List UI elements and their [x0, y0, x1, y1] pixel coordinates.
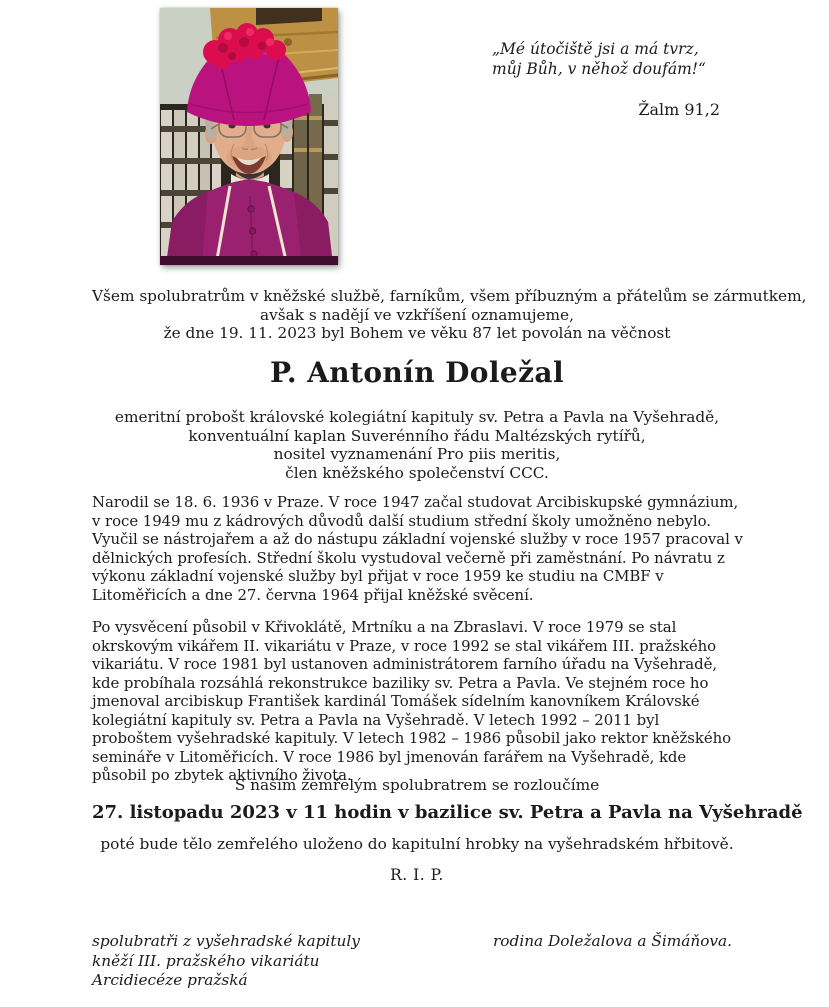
biography	[92, 493, 744, 799]
quote-attribution: Žalm 91,2	[638, 100, 720, 119]
announcement-line-2: avšak s nadějí ve vzkříšení oznamujeme,	[260, 305, 574, 324]
rip-text: R. I. P.	[390, 866, 444, 884]
title-line-2: konventuální kaplan Suverénního řádu Maltézských rytířů,	[188, 426, 646, 445]
title-line-1: emeritní probošt královské kolegiátní kapituly sv. Petra a Pavla na Vyšehradě,	[114, 408, 720, 426]
signature-left-line-2: kněží III. pražského vikariátu	[92, 951, 320, 970]
title-line-3: nositel vyznamenání Pro piis meritis,	[273, 445, 561, 464]
announcement-line-3: že dne 19. 11. 2023 byl Bohem ve věku 87 let povolán na věčnost	[163, 324, 671, 343]
bio-paragraph-1: Narodil se 18. 6. 1936 v Praze. V roce 1947 začal studovat Arcibiskupské gymnázium, v roce 1949 mu z kádrových důvodů další studium střední školy umožněno nebylo. Vyučil se nástrojařem a až do nástupu základní vojenské služby v roce 1957 pracoval v dělnických profesích. Střední školu vystudoval večerně při zaměstnání. Po návratu z výkonu základní vojenské služby byl přijat v roce 1959 ke studiu na CMBF v Litoměřicích a dne 27. června 1964 přijal kněžské svěcení.	[92, 493, 743, 604]
title-line-4: člen kněžského společenství CCC.	[285, 463, 549, 482]
portrait-photo	[160, 8, 338, 265]
quote-line-2: můj Bůh, v něhož doufám!“	[492, 59, 706, 78]
bio-paragraph-2: Po vysvěcení působil v Křivoklátě, Mrtníku a na Zbraslavi. V roce 1979 se stal okrskovým vikářem II. vikariátu v Praze, v roce 1992 se stal vikářem III. pražského vikariátu. V roce 1981 byl ustanoven administrátorem farního úřadu na Vyšehradě, kde probíhala rozsáhlá rekonstrukce baziliky sv. Petra a Pavla. Ve stejném roce ho jmenoval arcibiskup František kardinál Tomášek sídelním kanovníkem Královské kolegiátní kapituly sv. Petra a Pavla na Vyšehradě. V letech 1992 – 2011 byl proboštem vyšehradské kapituly. V letech 1982 – 1986 působil jako rektor kněžského semináře v Litoměřicích. V roce 1986 byl jmenován farářem na Vyšehradě, kde působil po zbytek aktivního života.	[92, 618, 732, 784]
farewell-section	[92, 776, 803, 853]
signature-left-line-3: Arcidiecéze pražská	[92, 971, 248, 989]
announcement-line-1: Všem spolubratrům v kněžské službě, farníkům, všem příbuzným a přátelům se zármutkem,	[92, 287, 807, 305]
announcement	[92, 287, 807, 343]
burial-note: poté bude tělo zemřelého uloženo do kapitulní hrobky na vyšehradském hřbitově.	[100, 835, 734, 853]
deceased-titles	[92, 408, 742, 482]
funeral-date-line: 27. listopadu 2023 v 11 hodin v bazilice sv. Petra a Pavla na Vyšehradě	[92, 802, 803, 823]
portrait-illustration	[160, 8, 338, 265]
signature-left-line-1: spolubratři z vyšehradské kapituly	[92, 932, 360, 950]
farewell-intro: S naším zemřelým spolubratrem se rozloučíme	[234, 776, 600, 794]
signature-left	[92, 932, 360, 991]
signature-right: rodina Doležalova a Šimáňova.	[493, 932, 733, 950]
quote-block	[492, 40, 720, 120]
quote-line-1: „Mé útočiště jsi a má tvrz,	[492, 40, 699, 58]
deceased-name: P. Antonín Doležal	[270, 356, 564, 389]
